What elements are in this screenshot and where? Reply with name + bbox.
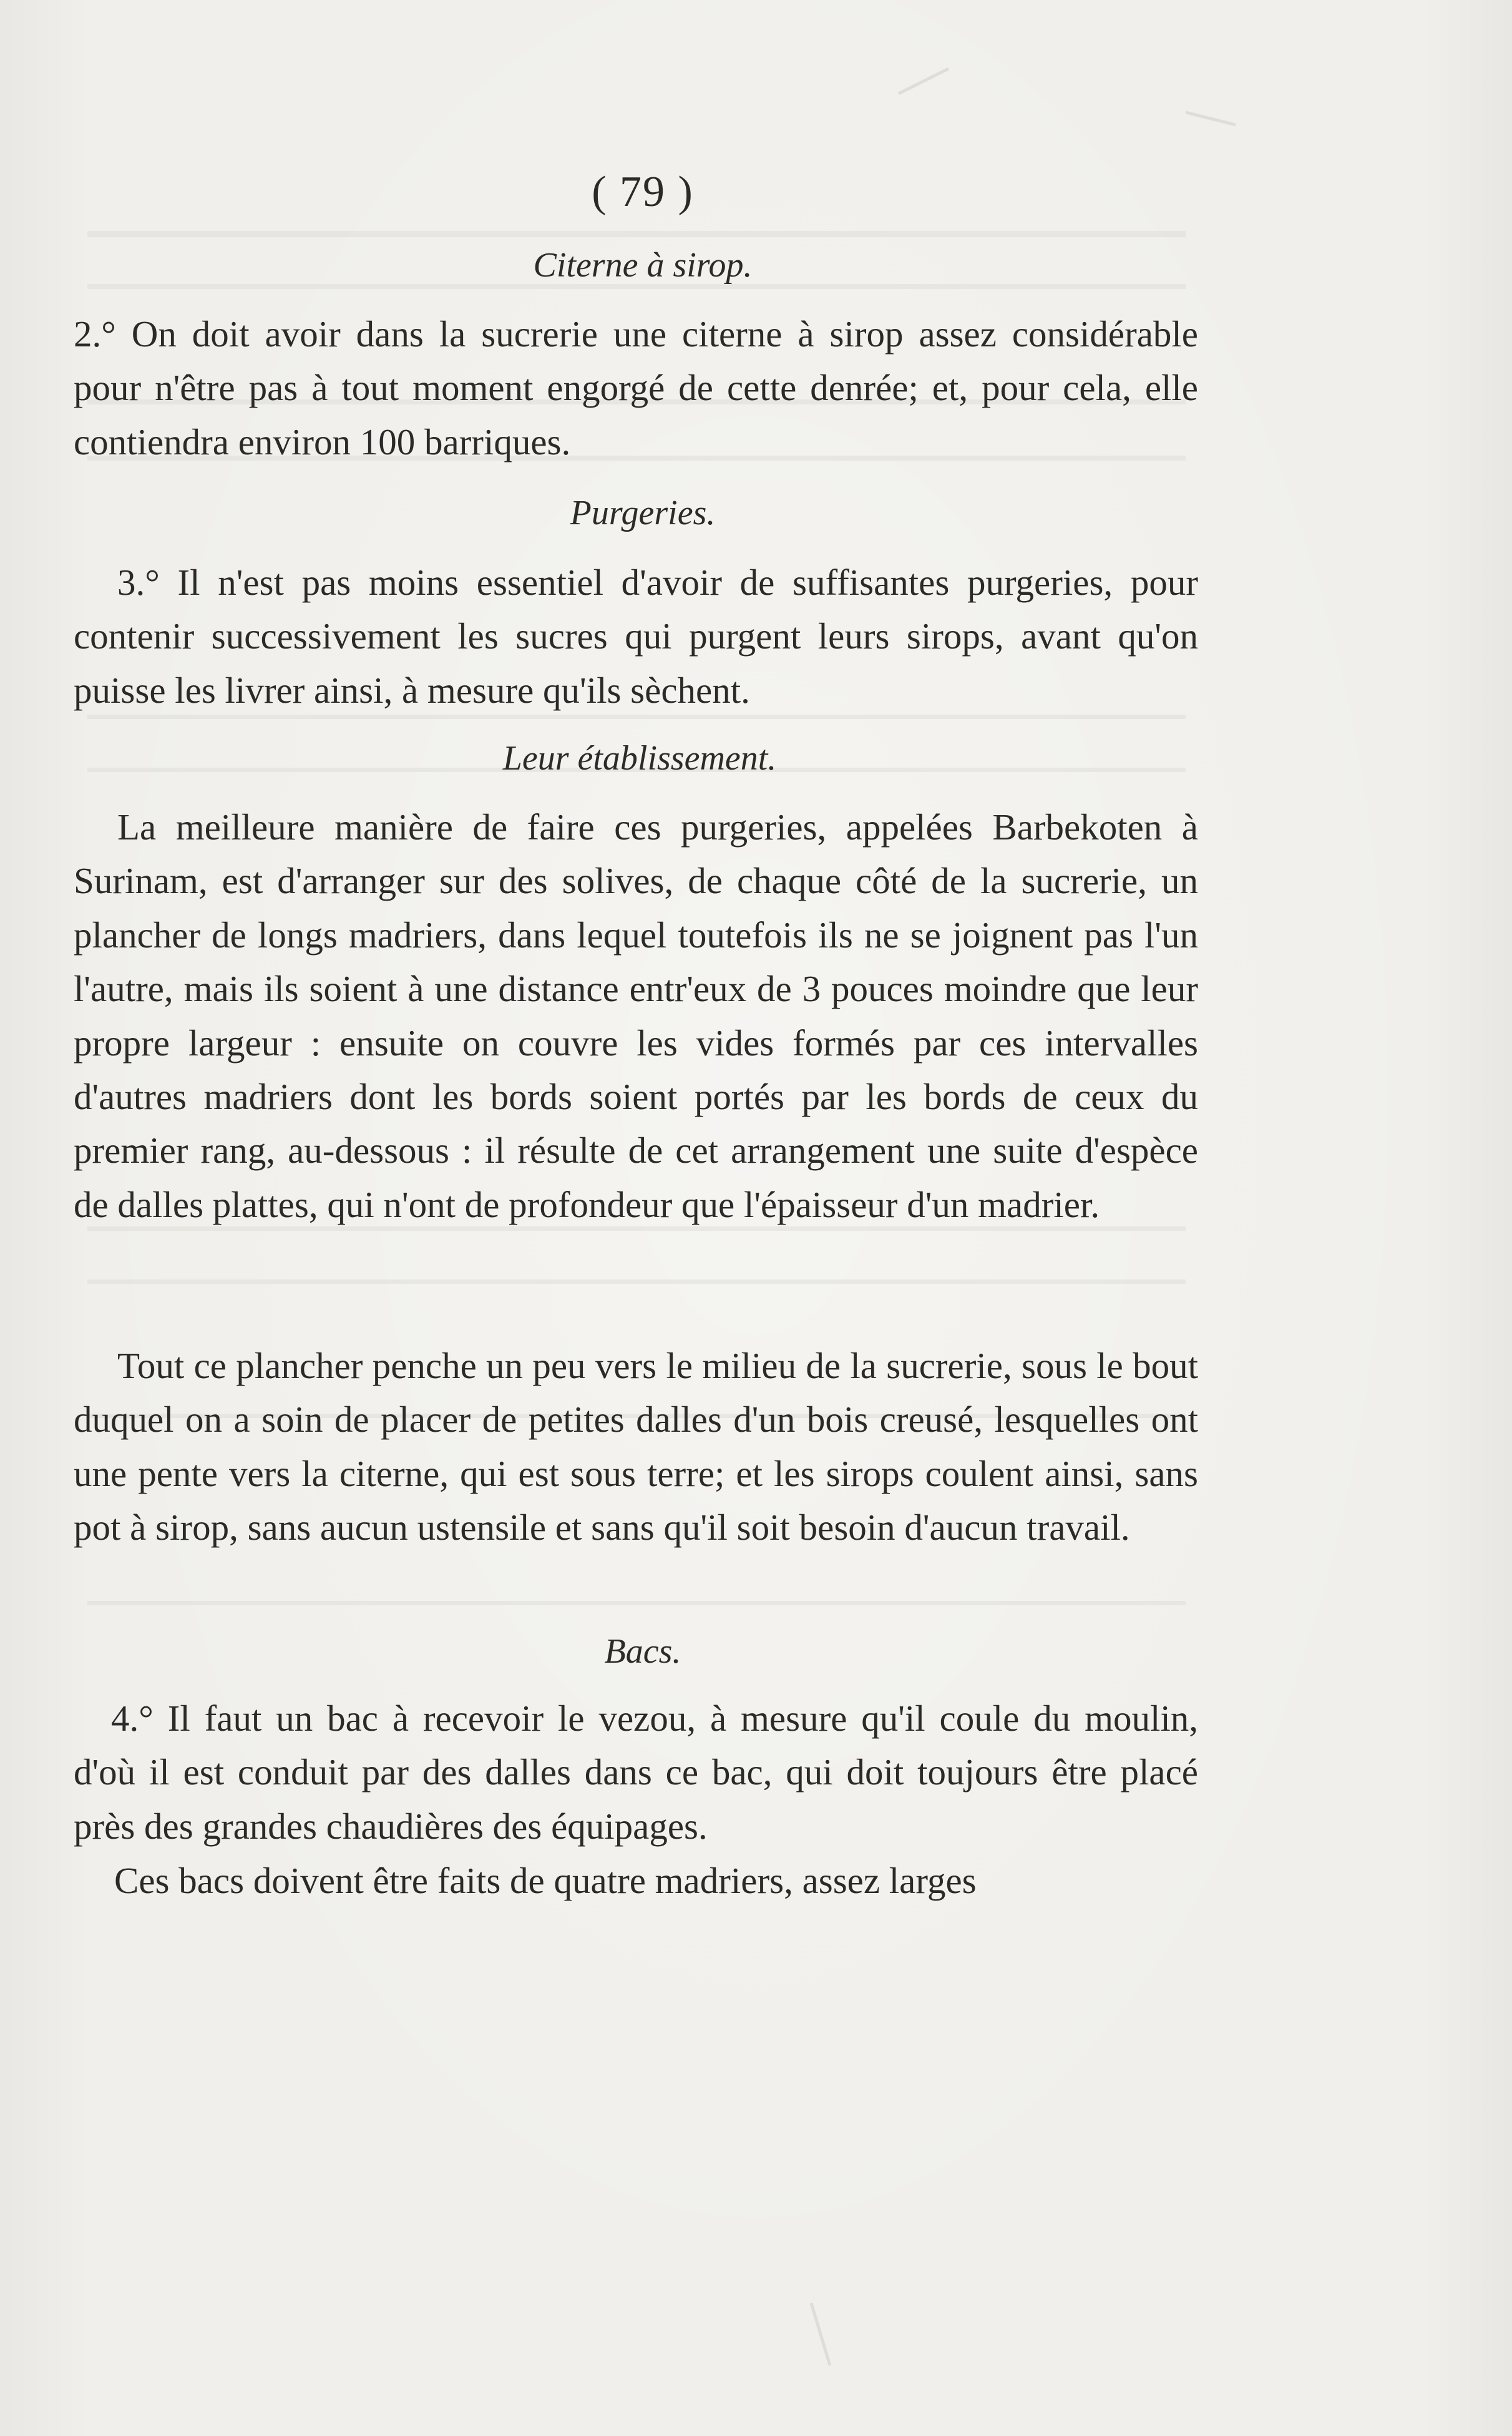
section-heading-purgeries: Purgeries.	[570, 494, 716, 532]
section-heading-etablissement: Leur établissement.	[502, 739, 777, 778]
paragraph-citerne: 2.° On doit avoir dans la sucrerie une citerne à sirop assez considérable pour n'être pas à tout moment engorgé de cette denrée; et, pour cela, elle contiendra environ 100 barriques.	[74, 313, 1198, 462]
paragraph-bacs: 4.° Il faut un bac à recevoir le vezou, à mesure qu'il coule du moulin, d'où il est conduit par des dalles dans ce bac, qui doit toujours être placé près des grandes chaudières des équipages.	[74, 1698, 1198, 1847]
paragraph-purgeries: 3.° Il n'est pas moins essentiel d'avoir de suffisantes purgeries, pour contenir successivement les sucres qui purgent leurs sirops, avant qu'on puisse les livrer ainsi, à mesure qu'ils sèchent.	[74, 562, 1198, 711]
section-heading-bacs: Bacs.	[604, 1632, 681, 1671]
paragraph-bacs-continued: Ces bacs doivent être faits de quatre madriers, assez larges	[114, 1860, 977, 1901]
page-number: ( 79 )	[592, 168, 694, 216]
paragraph-etablissement: La meilleure manière de faire ces purgeries, appelées Barbekoten à Surinam, est d'arranger sur des solives, de chaque côté de la sucrerie, un plancher de longs madriers, dans lequel toutefois ils ne se joignent pas l'un l'autre, mais ils soient à une distance entr'eux de 3 pouces moindre que leur propre largeur : ensuite on couvre les vides formés par ces intervalles d'autres madriers dont les bords soient portés par les bords de ceux du premier rang, au-dessous : il résulte de cet arrangement une suite d'espèce de dalles plattes, qui n'ont de profondeur que l'épaisseur d'un madrier.	[74, 806, 1198, 1225]
section-heading-citerne: Citerne à sirop.	[533, 246, 753, 285]
paragraph-plancher: Tout ce plancher penche un peu vers le milieu de la sucrerie, sous le bout duquel on a soin de placer de petites dalles d'un bois creusé, lesquelles ont une pente vers la citerne, qui est sous terre; et les sirops coulent ainsi, sans pot à sirop, sans aucun ustensile et sans qu'il soit besoin d'aucun travail.	[74, 1345, 1198, 1548]
